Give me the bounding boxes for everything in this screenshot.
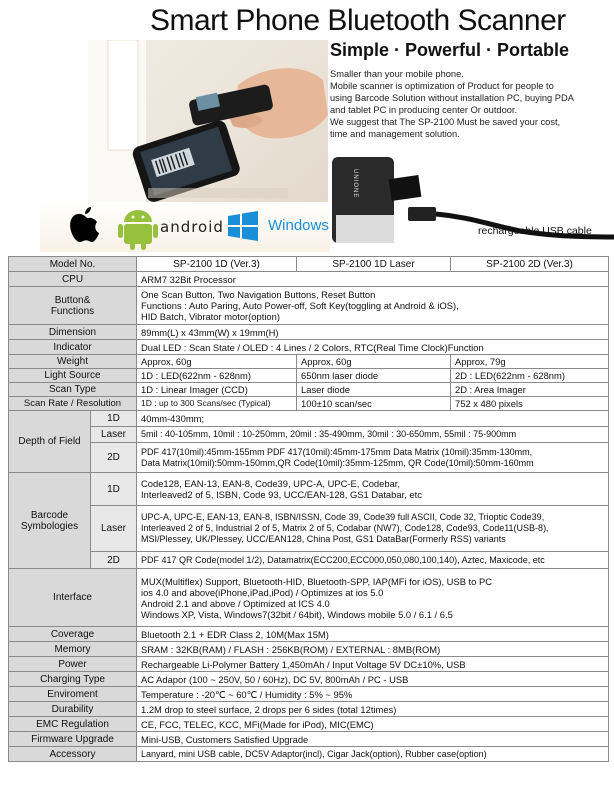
row-label: Weight bbox=[9, 355, 137, 369]
value-line: HID Batch, Vibrator motor(option) bbox=[141, 311, 280, 322]
table-row bbox=[9, 552, 609, 569]
sub-label: Laser bbox=[91, 506, 137, 552]
hero-banner bbox=[0, 0, 614, 255]
cell-value: CE, FCC, TELEC, KCC, MFi(Made for iPod), MIC(EMC) bbox=[137, 717, 609, 732]
tagline: Simple · Powerful · Portable bbox=[330, 40, 570, 60]
cell-value: 752 x 480 pixels bbox=[451, 397, 609, 411]
cell-value: Approx, 60g bbox=[137, 355, 297, 369]
table-row bbox=[9, 397, 609, 411]
label-line: Symbologies bbox=[20, 520, 79, 532]
cell-value: Dual LED : Scan State / OLED : 4 Lines / 2 Colors, RTC(Real Time Clock)Function bbox=[137, 340, 609, 355]
table-row bbox=[9, 627, 609, 642]
cell-value: 89mm(L) x 43mm(W) x 19mm(H) bbox=[137, 325, 609, 340]
value-line: Interleaved 2 of 5, Industrial 2 of 5, Matrix 2 of 5, Codabar (NW7), Code128, Code93, Code11(USB-8), bbox=[141, 523, 549, 533]
sub-label: 2D bbox=[91, 443, 137, 473]
spec-table bbox=[8, 256, 609, 762]
table-row bbox=[9, 355, 609, 369]
label-line: Barcode bbox=[30, 509, 69, 521]
table-row bbox=[9, 427, 609, 443]
row-label: Coverage bbox=[9, 627, 137, 642]
sub-label: 2D bbox=[91, 552, 137, 569]
table-row bbox=[9, 369, 609, 383]
sub-label: Laser bbox=[91, 427, 137, 443]
cell-value: 1.2M drop to steel surface, 2 drops per 6 sides (total 12times) bbox=[137, 702, 609, 717]
row-label: Memory bbox=[9, 642, 137, 657]
row-label: Indicator bbox=[9, 340, 137, 355]
model-header: SP-2100 2D (Ver.3) bbox=[451, 257, 609, 272]
description-line: We suggest that The SP-2100 Must be saved your cost, bbox=[330, 117, 561, 127]
cell-value bbox=[137, 473, 609, 506]
cell-value: Bluetooth 2.1 + EDR Class 2, 10M(Max 15M) bbox=[137, 627, 609, 642]
table-row bbox=[9, 672, 609, 687]
cell-value: 1D : LED(622nm - 628nm) bbox=[137, 369, 297, 383]
cell-value bbox=[137, 443, 609, 473]
cell-value: Temperature : -20℃ ~ 60℃ / Humidity : 5% ~ 95% bbox=[137, 687, 609, 702]
description-line: Mobile scanner is optimization of Product for people to bbox=[330, 81, 554, 91]
row-label: Depth of Field bbox=[9, 411, 91, 473]
cell-value: 40mm-430mm; bbox=[137, 411, 609, 427]
value-line: ios 4.0 and above(iPhone,iPad,iPod) / Optimizes at ios 5.0 bbox=[141, 586, 384, 598]
row-label: CPU bbox=[9, 272, 137, 287]
model-header: SP-2100 1D Laser bbox=[297, 257, 451, 272]
sub-label: 1D bbox=[91, 473, 137, 506]
cell-value: Lanyard, mini USB cable, DC5V Adaptor(incl), Cigar Jack(option), Rubber case(option) bbox=[137, 747, 609, 762]
description-line: using Barcode Solution without installation PC, buying PDA bbox=[330, 93, 574, 103]
table-row bbox=[9, 443, 609, 473]
row-label: Scan Type bbox=[9, 383, 137, 397]
label-line: Functions bbox=[50, 305, 95, 317]
table-row bbox=[9, 506, 609, 552]
apple-logo-icon bbox=[70, 207, 99, 242]
cell-value: SRAM : 32KB(RAM) / FLASH : 256KB(ROM) / EXTERNAL : 8MB(ROM) bbox=[137, 642, 609, 657]
row-label: EMC Regulation bbox=[9, 717, 137, 732]
row-label: Interface bbox=[9, 569, 137, 627]
cell-value: Approx, 79g bbox=[451, 355, 609, 369]
table-row bbox=[9, 340, 609, 355]
model-header: SP-2100 1D (Ver.3) bbox=[137, 257, 297, 272]
page-title: Smart Phone Bluetooth Scanner bbox=[150, 4, 566, 37]
cable-label: rechargeable USB cable bbox=[478, 225, 592, 237]
value-line: MSI/Plessey, UK/Plessey, UCC/EAN128, China Post, GS1 DataBar(Formerly RSS) variants bbox=[141, 534, 506, 544]
table-row bbox=[9, 687, 609, 702]
cell-value: ARM7 32Bit Processor bbox=[137, 272, 609, 287]
cell-value: AC Adapor (100 ~ 250V, 50 / 60Hz), DC 5V, 800mAh / PC - USB bbox=[137, 672, 609, 687]
cell-value bbox=[137, 506, 609, 552]
cell-value: 1D : Linear Imager (CCD) bbox=[137, 383, 297, 397]
value-line: Functions : Auto Paring, Auto Power-off, Soft Key(toggling at Android & iOS), bbox=[141, 300, 459, 311]
hand-scanning-phone-illustration bbox=[88, 40, 328, 202]
row-label: Accessory bbox=[9, 747, 137, 762]
android-wordmark: android bbox=[160, 218, 224, 236]
cell-value: 5mil : 40-105mm, 10mil : 10-250mm, 20mil : 35-490mm, 30mil : 30-650mm, 55mil : 75-900mm bbox=[137, 427, 609, 443]
table-row bbox=[9, 569, 609, 627]
value-line: One Scan Button, Two Navigation Buttons, Reset Button bbox=[141, 289, 376, 300]
table-row bbox=[9, 747, 609, 762]
row-label: Durability bbox=[9, 702, 137, 717]
row-label: Light Source bbox=[9, 369, 137, 383]
cell-value: Approx, 60g bbox=[297, 355, 451, 369]
description-line: time and management solution. bbox=[330, 129, 460, 139]
description-line: Smaller than your mobile phone. bbox=[330, 69, 464, 79]
table-row bbox=[9, 473, 609, 506]
table-row bbox=[9, 287, 609, 325]
windows-logo-icon bbox=[228, 211, 258, 241]
description-line: and tablet PC in producing center Or outdoor. bbox=[330, 105, 518, 115]
row-label: Charging Type bbox=[9, 672, 137, 687]
table-row bbox=[9, 717, 609, 732]
product-photo bbox=[88, 40, 328, 202]
value-line: Android 2.1 and above / Optimized at ICS 4.0 bbox=[141, 597, 330, 609]
cell-value: 2D : LED(622nm - 628nm) bbox=[451, 369, 609, 383]
cell-value: Rechargeable Li-Polymer Battery 1,450mAh / Input Voltage 5V DC±10%, USB bbox=[137, 657, 609, 672]
value-line: PDF 417(10mil):45mm-155mm PDF 417(10mil):45mm-175mm Data Matrix (10mil):35mm-130mm, bbox=[141, 446, 533, 457]
row-label: Power bbox=[9, 657, 137, 672]
row-label: Dimension bbox=[9, 325, 137, 340]
row-label bbox=[9, 287, 137, 325]
cell-value bbox=[137, 569, 609, 627]
table-row bbox=[9, 325, 609, 340]
sub-label: 1D bbox=[91, 411, 137, 427]
cell-value: Laser diode bbox=[297, 383, 451, 397]
table-row bbox=[9, 657, 609, 672]
row-label bbox=[9, 473, 91, 569]
cell-value: 100±10 scan/sec bbox=[297, 397, 451, 411]
row-label: Firmware Upgrade bbox=[9, 732, 137, 747]
label-line: Button& bbox=[54, 294, 91, 306]
android-robot-icon bbox=[118, 210, 158, 250]
value-line: Interleaved2 of 5, ISBN, Code 93, UCC/EAN-128, GS1 Databar, etc bbox=[141, 489, 422, 500]
table-row bbox=[9, 257, 609, 272]
value-line: Code128, EAN-13, EAN-8, Code39, UPC-A, UPC-E, Codebar, bbox=[141, 478, 400, 489]
value-line: Windows XP, Vista, Windows7(32bit / 64bit), Windows mobile 5.0 / 6.1 / 6.5 bbox=[141, 608, 453, 620]
table-row bbox=[9, 702, 609, 717]
windows-wordmark: Windows bbox=[268, 217, 329, 234]
os-logo-bar bbox=[40, 202, 330, 252]
table-row bbox=[9, 732, 609, 747]
row-label: Model No. bbox=[9, 257, 137, 272]
row-label: Scan Rate / Resolution bbox=[9, 397, 137, 411]
cell-value: PDF 417 QR Code(model 1/2), Datamatrix(ECC200,ECC000,050,080,100,140), Aztec, Maxicode, etc bbox=[137, 552, 609, 569]
value-line: MUX(Multiflex) Support, Bluetooth-HID, Bluetooth-SPP, IAP(MFi for iOS), USB to PC bbox=[141, 575, 492, 587]
cell-value: 650nm laser diode bbox=[297, 369, 451, 383]
table-row bbox=[9, 272, 609, 287]
cell-value: 1D : up to 300 Scans/sec (Typical) bbox=[137, 397, 297, 411]
value-line: Data Matrix(10mil):50mm-150mm,QR Code(10mil):35mm-125mm, QR Code(10mil):50mm-160mm bbox=[141, 457, 534, 468]
cell-value: Mini-USB, Customers Satisfied Upgrade bbox=[137, 732, 609, 747]
value-line: UPC-A, UPC-E, EAN-13, EAN-8, ISBN/ISSN, Code 39, Code39 full ASCII, Code 32, Trioptic Code39, bbox=[141, 512, 545, 522]
product-description bbox=[330, 68, 608, 140]
device-brand: UNIONE bbox=[352, 169, 358, 199]
table-row bbox=[9, 642, 609, 657]
cell-value: 2D : Area Imager bbox=[451, 383, 609, 397]
table-row bbox=[9, 383, 609, 397]
table-row bbox=[9, 411, 609, 427]
row-label: Enviroment bbox=[9, 687, 137, 702]
cell-value bbox=[137, 287, 609, 325]
